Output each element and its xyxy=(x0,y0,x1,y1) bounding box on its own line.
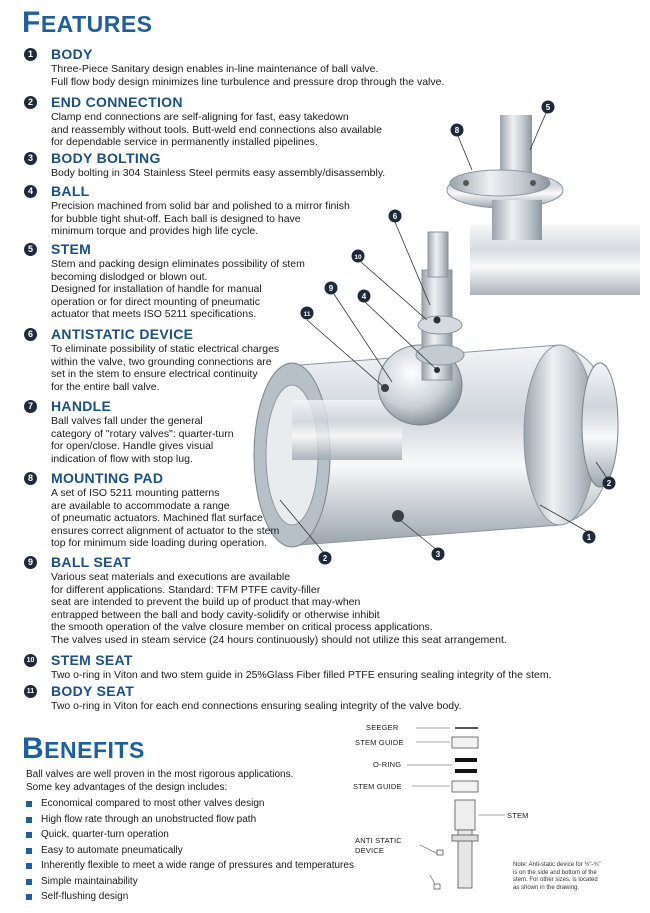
feature-description-line: Full flow body design minimizes line turbulence and pressure drop through the valve. xyxy=(51,75,445,88)
feature-number-badge: 8 xyxy=(24,472,37,485)
feature-number-badge: 9 xyxy=(24,556,37,569)
feature-number-badge: 3 xyxy=(24,152,37,165)
bullet-square-icon xyxy=(26,817,32,823)
diagram-note-line: as shown in the drawing. xyxy=(513,884,580,891)
benefit-item xyxy=(26,860,354,876)
feature-description-line: set in the stem to ensure electrical continuity xyxy=(51,368,258,381)
feature-description-line: for different applications. Standard: TFM PTFE cavity-filler xyxy=(51,583,321,596)
feature-title: MOUNTING PAD xyxy=(51,470,164,486)
stem-diagram xyxy=(407,728,505,889)
benefit-item xyxy=(26,829,354,845)
feature-description xyxy=(51,487,279,550)
svg-text:6: 6 xyxy=(392,212,398,221)
feature-number-badge: 4 xyxy=(24,185,37,198)
diagram-note-line: stem. For other sizes, is located xyxy=(513,877,598,883)
feature-number-badge: 7 xyxy=(24,400,37,413)
feature-description-line: for dependable service in permanently installed pipelines. xyxy=(51,136,318,149)
feature-description-line: Two o-ring in Viton and two stem guide in 25%Glass Fiber filled PTFE ensuring sealing integrity of the stem. xyxy=(51,669,552,681)
feature-description-line: of pneumatic actuators. Machined flat surface xyxy=(51,512,263,525)
benefit-text: Economical compared to most other valves design xyxy=(41,798,265,809)
svg-text:9: 9 xyxy=(328,284,334,293)
feature-description-line: Designed for installation of handle for manual xyxy=(51,283,262,296)
feature-title: BALL SEAT xyxy=(51,554,131,570)
feature-description-line: actuator that meets ISO 5211 specifications. xyxy=(51,308,257,321)
feature-description xyxy=(51,258,305,321)
label-anti-static-line: ANTI STATIC xyxy=(355,836,402,845)
feature-title: STEM xyxy=(51,241,92,257)
benefits-intro-line: Ball valves are well proven in the most rigorous applications. xyxy=(26,769,294,780)
feature-title: STEM SEAT xyxy=(51,652,133,668)
feature-title: BODY SEAT xyxy=(51,683,135,699)
feature-description xyxy=(51,343,279,393)
benefits-heading-rest: ENEFITS xyxy=(44,737,145,763)
feature-description xyxy=(51,571,507,647)
feature-description xyxy=(51,63,444,88)
benefit-item xyxy=(26,798,354,814)
benefits-heading xyxy=(22,732,145,766)
feature-description-line: A set of ISO 5211 mounting patterns xyxy=(51,487,220,499)
feature-description-line: Precision machined from solid bar and polished to a mirror finish xyxy=(51,200,350,212)
svg-text:4: 4 xyxy=(361,292,367,301)
feature-description-line: for the entire ball valve. xyxy=(51,380,160,393)
feature-description-line: seat are intended to prevent the build up of product that may-when xyxy=(51,596,361,609)
feature-description xyxy=(51,167,385,180)
svg-text:1: 1 xyxy=(586,533,592,542)
feature-number-badge: 1 xyxy=(24,48,37,61)
feature-description-line: minimum torque and provides high life cycle. xyxy=(51,225,259,238)
benefit-item xyxy=(26,876,354,892)
label-o-ring: O-RING xyxy=(373,760,402,769)
svg-text:5: 5 xyxy=(545,103,551,112)
feature-title: BALL xyxy=(51,183,90,199)
background-valve xyxy=(447,115,640,295)
benefit-text: High flow rate through an unobstructed flow path xyxy=(41,813,257,825)
diagram-note-line: is on the side and bottom of the xyxy=(513,869,597,876)
feature-description xyxy=(51,669,552,682)
bullet-square-icon xyxy=(26,801,32,807)
feature-description-line: top for minimum side loading during operation. xyxy=(51,537,267,550)
feature-description-line: To eliminate possibility of static electrical charges xyxy=(51,343,280,355)
feature-description-line: becoming dislodged or blown out. xyxy=(51,270,208,283)
benefits-heading-initial: B xyxy=(22,732,45,765)
feature-description-line: Stem and packing design eliminates possibility of stem xyxy=(51,258,305,270)
feature-description xyxy=(51,200,350,238)
feature-description xyxy=(51,111,382,149)
benefit-text: Inherently flexible to meet a wide range of pressures and temperatures xyxy=(41,860,354,871)
feature-title: END CONNECTION xyxy=(51,94,183,110)
svg-text:3: 3 xyxy=(435,550,441,559)
feature-description-line: Ball valves fall under the general xyxy=(51,415,203,427)
label-anti-static xyxy=(355,836,402,856)
label-anti-static-line: DEVICE xyxy=(355,846,385,855)
feature-number-badge: 5 xyxy=(24,243,37,256)
diagram-note-line: Note: Anti-static device for ½"-¾" xyxy=(513,862,601,868)
feature-description-line: Two o-ring in Viton for each end connections ensuring sealing integrity of the valve body. xyxy=(51,700,462,712)
feature-title: HANDLE xyxy=(51,398,112,414)
benefit-text: Quick, quarter-turn operation xyxy=(41,829,169,840)
benefits-intro-line: Some key advantages of the design includes: xyxy=(26,781,228,793)
feature-description-line: The valves used in steam service (24 hours continuously) should not utilize this seat arrangement. xyxy=(51,633,507,646)
feature-description xyxy=(51,415,234,465)
feature-description-line: for open/close. Handle gives visual xyxy=(51,440,214,453)
features-heading-rest: EATURES xyxy=(40,11,153,37)
features-heading-initial: F xyxy=(22,6,41,39)
feature-description-line: Various seat materials and executions are available xyxy=(51,571,291,583)
benefits-intro xyxy=(26,769,293,794)
feature-description-line: Body bolting in 304 Stainless Steel permits easy assembly/disassembly. xyxy=(51,167,386,179)
svg-text:11: 11 xyxy=(303,311,311,318)
feature-description xyxy=(51,700,462,713)
feature-description-line: are available to accommodate a range xyxy=(51,499,230,512)
bullet-square-icon xyxy=(26,879,32,885)
feature-description-line: operation or for direct mounting of pneumatic xyxy=(51,295,260,308)
benefit-item xyxy=(26,845,354,861)
feature-number-badge: 6 xyxy=(24,328,37,341)
feature-description-line: category of "rotary valves": quarter-turn xyxy=(51,427,234,440)
benefit-text: Simple maintainability xyxy=(41,875,138,887)
label-seeger: SEEGER xyxy=(366,723,399,732)
svg-text:2: 2 xyxy=(606,479,612,488)
feature-description-line: the smooth operation of the valve closure member on critical process applications. xyxy=(51,621,433,634)
feature-description-line: within the valve, two grounding connections are xyxy=(51,355,272,368)
label-stem-guide-bottom: STEM GUIDE xyxy=(353,782,402,791)
bullet-square-icon xyxy=(26,848,32,854)
svg-text:8: 8 xyxy=(454,126,460,135)
feature-title: ANTISTATIC DEVICE xyxy=(51,326,194,342)
bullet-square-icon xyxy=(26,832,32,838)
feature-number-badge: 11 xyxy=(24,685,37,698)
benefit-item xyxy=(26,814,354,830)
benefit-text: Easy to automate pneumatically xyxy=(41,844,183,856)
bullet-square-icon xyxy=(26,894,32,900)
feature-number-badge: 10 xyxy=(24,654,37,667)
feature-description-line: indication of flow with stop lug. xyxy=(51,452,193,465)
feature-title: BODY xyxy=(51,46,93,62)
feature-number-badge: 2 xyxy=(24,96,37,109)
benefit-item xyxy=(26,891,354,907)
feature-description-line: Three-Piece Sanitary design enables in-line maintenance of ball valve. xyxy=(51,63,379,75)
feature-description-line: for bubble tight shut-off. Each ball is designed to have xyxy=(51,212,301,225)
feature-description-line: Clamp end connections are self-aligning for fast, easy takedown xyxy=(51,111,349,123)
label-stem: STEM xyxy=(507,811,529,820)
diagram-note xyxy=(513,862,633,892)
feature-description-line: and reassembly without tools. Butt-weld end connections also available xyxy=(51,123,382,136)
svg-text:2: 2 xyxy=(322,554,328,563)
feature-title: BODY BOLTING xyxy=(51,150,161,166)
feature-description-line: entrapped between the ball and body cavity-solidify or otherwise inhibit xyxy=(51,608,380,621)
feature-description-line: ensures correct alignment of actuator to the stem xyxy=(51,524,280,537)
svg-text:10: 10 xyxy=(354,254,362,261)
benefit-text: Self-flushing design xyxy=(41,891,129,902)
benefits-list xyxy=(26,798,354,907)
bullet-square-icon xyxy=(26,863,32,869)
label-stem-guide-top: STEM GUIDE xyxy=(355,738,404,747)
